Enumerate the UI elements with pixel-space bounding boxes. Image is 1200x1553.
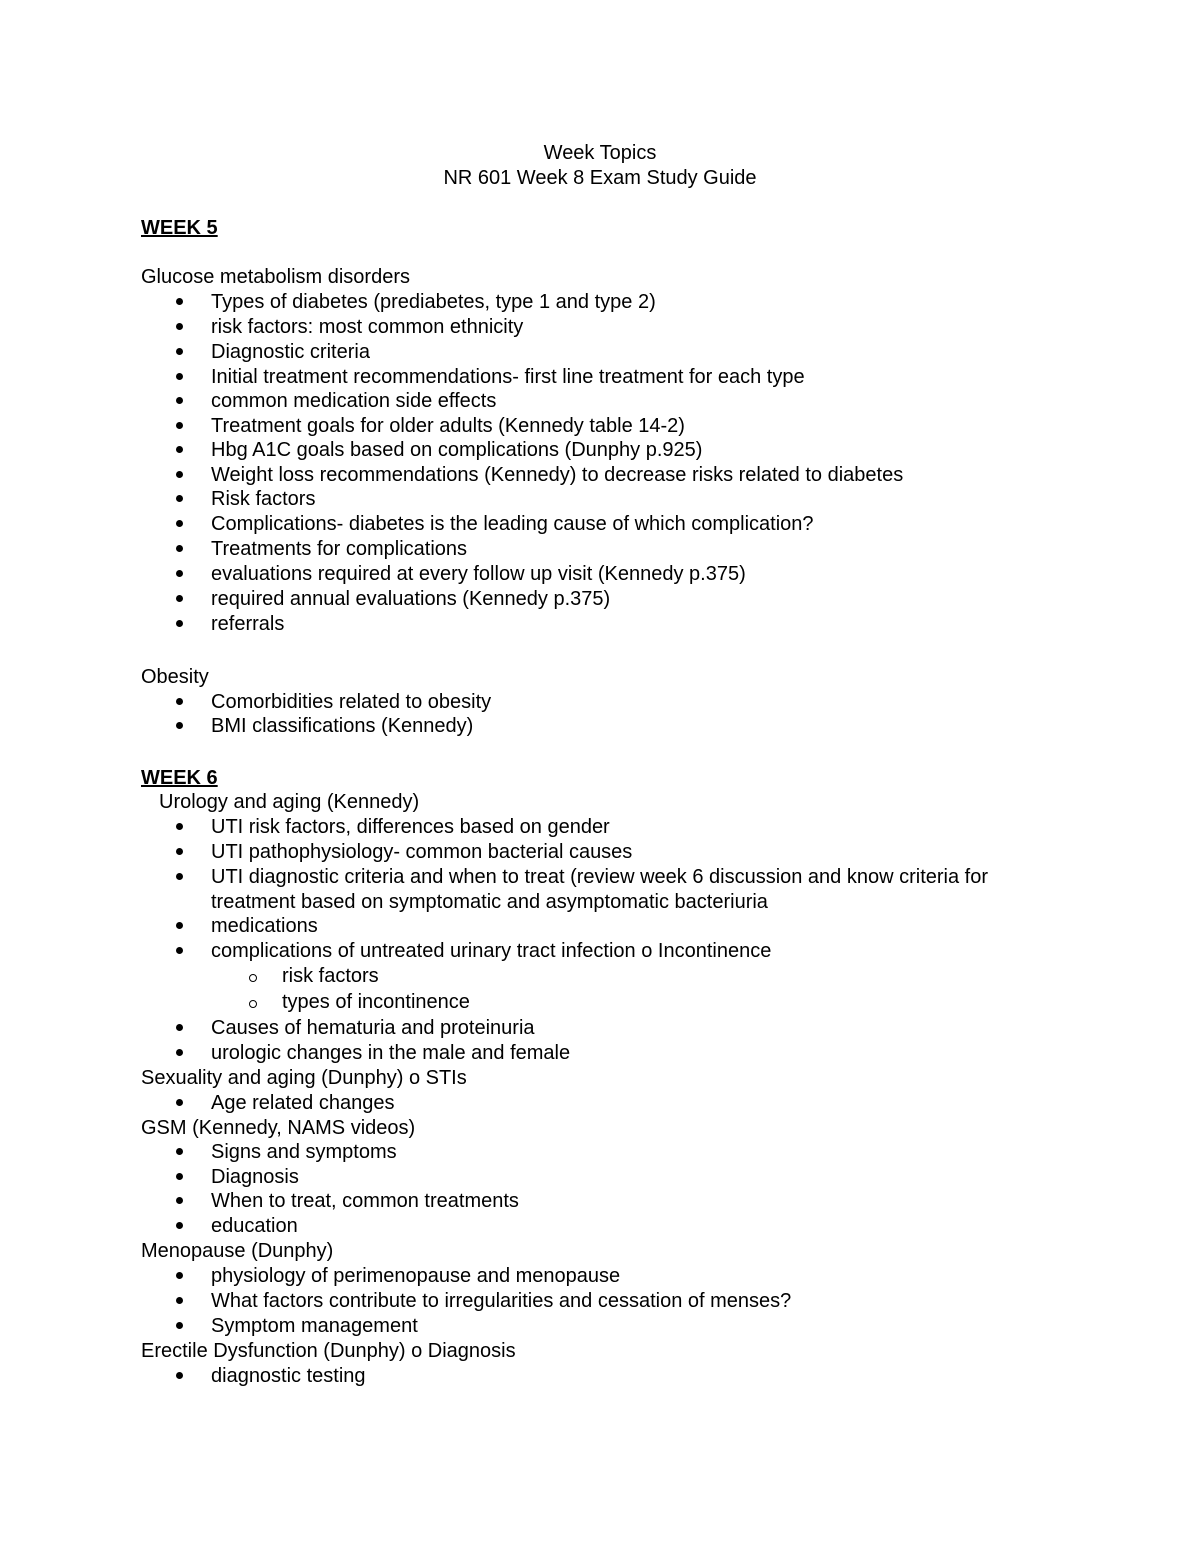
bullet-icon: [176, 620, 183, 627]
menopause-section-label: Menopause (Dunphy): [141, 1240, 334, 1262]
ed-section-label: Erectile Dysfunction (Dunphy) o Diagnosis: [141, 1340, 516, 1362]
bullet-icon: [176, 1049, 183, 1056]
glucose-section-label: Glucose metabolism disorders: [141, 266, 410, 288]
list-item: required annual evaluations (Kennedy p.375): [211, 588, 611, 610]
list-item: Comorbidities related to obesity: [211, 691, 492, 713]
list-item: Initial treatment recommendations- first line treatment for each type: [211, 366, 805, 388]
bullet-icon: [176, 348, 183, 355]
bullet-icon: [176, 1372, 183, 1379]
list-item: UTI risk factors, differences based on gender: [211, 816, 610, 838]
bullet-icon: [176, 1297, 183, 1304]
week6-heading: WEEK 6: [141, 767, 218, 789]
bullet-icon: [176, 1322, 183, 1329]
bullet-icon: [176, 520, 183, 527]
list-item: Treatment goals for older adults (Kennedy table 14-2): [211, 415, 685, 437]
bullet-icon: [176, 1099, 183, 1106]
bullet-icon: [176, 823, 183, 830]
urology-section-label: Urology and aging (Kennedy): [159, 791, 420, 813]
gsm-section-label: GSM (Kennedy, NAMS videos): [141, 1117, 416, 1139]
list-item-continuation: treatment based on symptomatic and asymptomatic bacteriuria: [211, 891, 768, 913]
list-item: Symptom management: [211, 1315, 418, 1337]
bullet-icon: [176, 1222, 183, 1229]
sexuality-section-label: Sexuality and aging (Dunphy) o STIs: [141, 1067, 467, 1089]
bullet-icon: [176, 848, 183, 855]
bullet-icon: [176, 545, 183, 552]
bullet-icon: [176, 947, 183, 954]
list-item: diagnostic testing: [211, 1365, 366, 1387]
list-item: Diagnostic criteria: [211, 341, 370, 363]
list-item: complications of untreated urinary tract infection o Incontinence: [211, 940, 772, 962]
list-item: common medication side effects: [211, 390, 497, 412]
list-item: medications: [211, 915, 318, 937]
list-item: When to treat, common treatments: [211, 1190, 519, 1212]
hollow-bullet-icon: [249, 974, 257, 982]
bullet-icon: [176, 471, 183, 478]
bullet-icon: [176, 873, 183, 880]
list-item: Types of diabetes (prediabetes, type 1 and type 2): [211, 291, 656, 313]
bullet-icon: [176, 1148, 183, 1155]
document-subtitle: NR 601 Week 8 Exam Study Guide: [443, 167, 757, 189]
list-item: referrals: [211, 613, 285, 635]
list-item: Hbg A1C goals based on complications (Dunphy p.925): [211, 439, 703, 461]
bullet-icon: [176, 1272, 183, 1279]
list-item: BMI classifications (Kennedy): [211, 715, 474, 737]
bullet-icon: [176, 595, 183, 602]
bullet-icon: [176, 446, 183, 453]
bullet-icon: [176, 570, 183, 577]
sub-list-item: risk factors: [282, 965, 379, 987]
bullet-icon: [176, 495, 183, 502]
list-item: risk factors: most common ethnicity: [211, 316, 524, 338]
bullet-icon: [176, 922, 183, 929]
list-item: Weight loss recommendations (Kennedy) to decrease risks related to diabetes: [211, 464, 904, 486]
bullet-icon: [176, 722, 183, 729]
list-item: urologic changes in the male and female: [211, 1042, 571, 1064]
bullet-icon: [176, 373, 183, 380]
list-item: Causes of hematuria and proteinuria: [211, 1017, 535, 1039]
week5-heading: WEEK 5: [141, 217, 218, 239]
list-item: Treatments for complications: [211, 538, 468, 560]
document-title: Week Topics: [543, 142, 657, 164]
list-item: education: [211, 1215, 298, 1237]
bullet-icon: [176, 1173, 183, 1180]
hollow-bullet-icon: [249, 1000, 257, 1008]
list-item: physiology of perimenopause and menopause: [211, 1265, 621, 1287]
bullet-icon: [176, 698, 183, 705]
bullet-icon: [176, 1024, 183, 1031]
list-item: What factors contribute to irregularities and cessation of menses?: [211, 1290, 792, 1312]
list-item: Diagnosis: [211, 1166, 299, 1188]
sub-list-item: types of incontinence: [282, 991, 470, 1013]
bullet-icon: [176, 397, 183, 404]
obesity-section-label: Obesity: [141, 666, 209, 688]
bullet-icon: [176, 298, 183, 305]
list-item: UTI pathophysiology- common bacterial causes: [211, 841, 633, 863]
list-item: Complications- diabetes is the leading cause of which complication?: [211, 513, 814, 535]
list-item: Age related changes: [211, 1092, 395, 1114]
list-item: evaluations required at every follow up visit (Kennedy p.375): [211, 563, 746, 585]
list-item: Signs and symptoms: [211, 1141, 397, 1163]
bullet-icon: [176, 422, 183, 429]
bullet-icon: [176, 1197, 183, 1204]
list-item: UTI diagnostic criteria and when to treat (review week 6 discussion and know criteria for: [211, 866, 989, 888]
list-item: Risk factors: [211, 488, 316, 510]
bullet-icon: [176, 323, 183, 330]
